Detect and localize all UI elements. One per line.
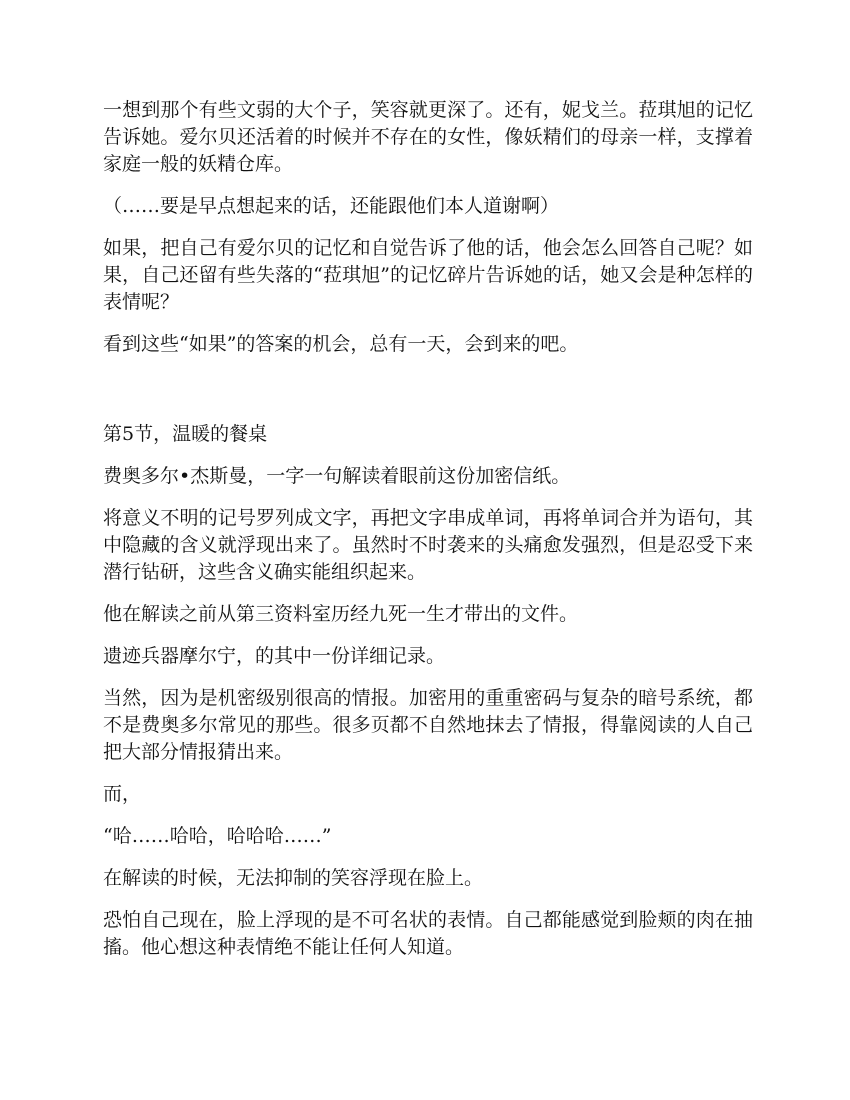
paragraph: 将意义不明的记号罗列成文字，再把文字串成单词，再将单词合并为语句，其中隐藏的含义就浮现出来了。虽然时不时袭来的头痛愈发强烈，但是忍受下来潜行钻研，这些含义确实能组织起来。 <box>103 507 753 583</box>
paragraph: 而， <box>103 783 142 805</box>
paragraph: 当然，因为是机密级别很高的情报。加密用的重重密码与复杂的暗号系统，都不是费奥多尔常见的那些。很多页都不自然地抹去了情报，得靠阅读的人自己把大部分情报猜出来。 <box>103 687 753 763</box>
paragraph: “哈……哈哈，哈哈哈……” <box>103 825 332 847</box>
section-break <box>103 373 753 421</box>
paragraph: 他在解读之前从第三资料室历经九死一生才带出的文件。 <box>103 603 579 625</box>
paragraph: 在解读的时候，无法抑制的笑容浮现在脸上。 <box>103 867 484 889</box>
paragraph: （……要是早点想起来的话，还能跟他们本人道谢啊） <box>103 195 560 217</box>
paragraph: 遗迹兵器摩尔宁，的其中一份详细记录。 <box>103 645 446 667</box>
section-heading: 第5节，温暖的餐桌 <box>103 423 268 445</box>
document-page <box>103 97 753 976</box>
paragraph: 费奥多尔•杰斯曼，一字一句解读着眼前这份加密信纸。 <box>103 465 571 487</box>
paragraph: 如果，把自己有爱尔贝的记忆和自觉告诉了他的话，他会怎么回答自己呢？如果，自己还留有些失落的“菈琪旭”的记忆碎片告诉她的话，她又会是种怎样的表情呢？ <box>103 237 753 313</box>
paragraph: 恐怕自己现在，脸上浮现的是不可名状的表情。自己都能感觉到脸颊的肉在抽搐。他心想这种表情绝不能让任何人知道。 <box>103 909 753 958</box>
paragraph: 看到这些“如果”的答案的机会，总有一天，会到来的吧。 <box>103 333 579 355</box>
paragraph: 一想到那个有些文弱的大个子，笑容就更深了。还有，妮戈兰。菈琪旭的记忆告诉她。爱尔贝还活着的时候并不存在的女性，像妖精们的母亲一样，支撑着家庭一般的妖精仓库。 <box>103 99 753 175</box>
